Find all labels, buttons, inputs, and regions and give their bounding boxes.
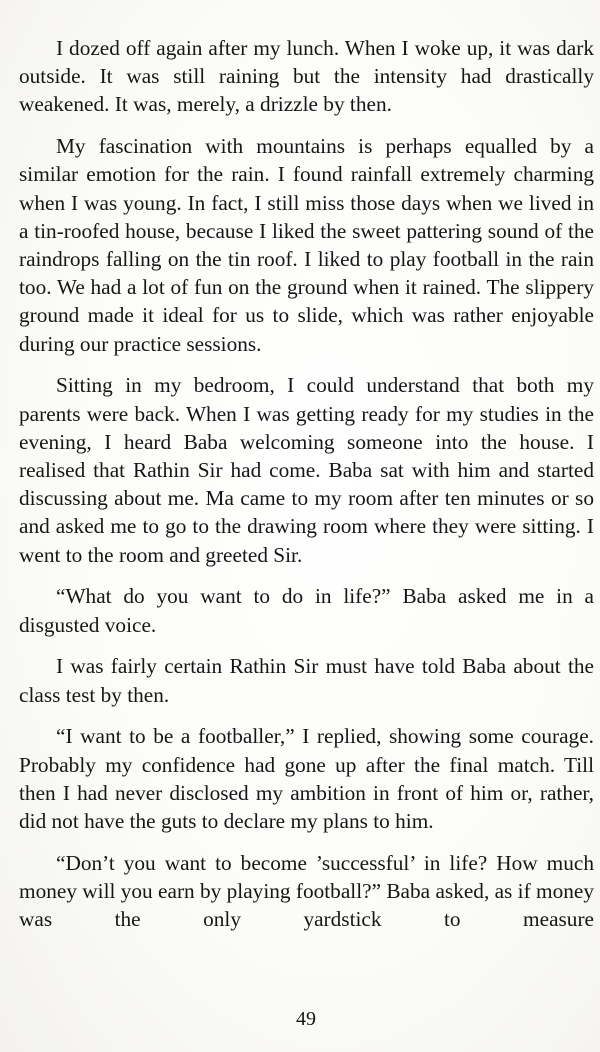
paragraph-4: “What do you want to do in life?” Baba asked me in a disgusted voice. — [19, 584, 594, 637]
paragraph-2: My fascination with mountains is perhaps equalled by a similar emotion for the rain. I found rainfall extremely charming when I was young. In fact, I still miss those days when we lived in a tin-roofed house, because I liked the sweet pattering sound of the raindrops falling on the tin roof. I liked to play football in the rain too. We had a lot of fun on the ground when it rained. The slippery ground made it ideal for us to slide, which was rather enjoyable during our practice sessions. — [19, 134, 594, 356]
page-number: 49 — [296, 1008, 316, 1030]
paragraph-3: Sitting in my bedroom, I could understand that both my parents were back. When I was getting ready for my studies in the evening, I heard Baba welcoming someone into the house. I realised that Rathin Sir had come. Baba sat with him and started discussing about me. Ma came to my room after ten minutes or so and asked me to go to the drawing room where they were sitting. I went to the room and greeted Sir. — [19, 373, 594, 567]
body-text — [19, 34, 594, 947]
paragraph-6: “I want to be a footballer,” I replied, showing some courage. Probably my confidence had gone up after the final match. Till then I had never disclosed my ambition in front of him or, rather, did not have the guts to declare my plans to him. — [19, 724, 594, 834]
paragraph-5: I was fairly certain Rathin Sir must have told Baba about the class test by then. — [19, 654, 594, 707]
paragraph-7: “Don’t you want to become ’successful’ in life? How much money will you earn by playing football?” Baba asked, as if money was the only yardstick to measure — [19, 850, 594, 932]
paragraph-1: I dozed off again after my lunch. When I woke up, it was dark outside. It was still raining but the intensity had drastically weakened. It was, merely, a drizzle by then. — [19, 36, 594, 117]
